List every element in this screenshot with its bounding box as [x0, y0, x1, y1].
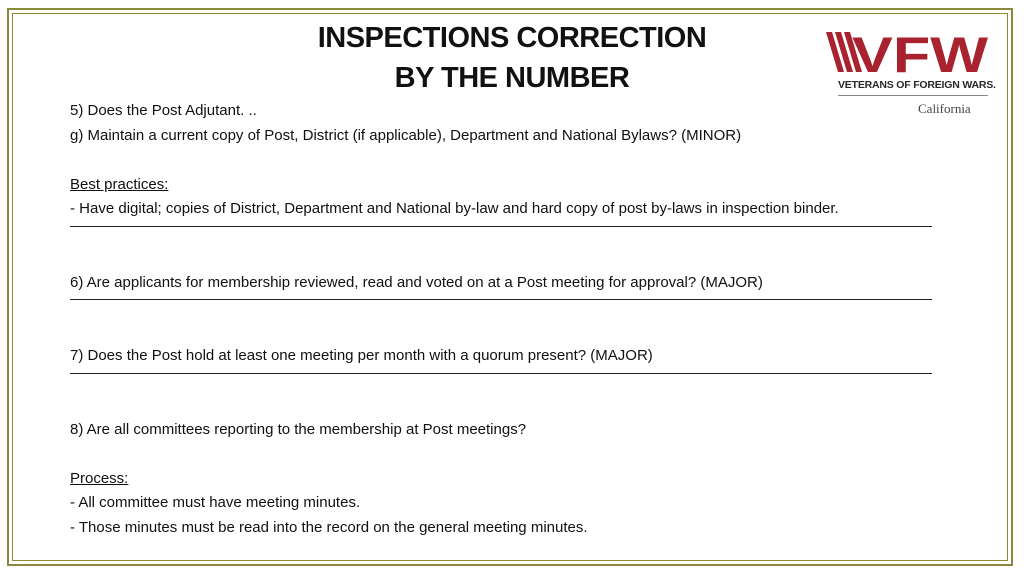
- vfw-subtitle: VETERANS OF FOREIGN WARS.: [838, 79, 996, 91]
- question-6: 6) Are applicants for membership reviewed, read and voted on at a Post meeting for approval? (MAJOR): [70, 273, 763, 291]
- section-divider: [70, 299, 932, 300]
- process-item: - All committee must have meeting minutes.: [70, 494, 361, 511]
- question-5-heading: 5) Does the Post Adjutant. ..: [70, 102, 257, 119]
- section-divider: [70, 226, 932, 227]
- spacer: [70, 442, 950, 467]
- section-divider: [70, 373, 932, 374]
- slide-title: [250, 18, 774, 98]
- question-7: 7) Does the Post hold at least one meeting per month with a quorum present? (MAJOR): [70, 347, 653, 364]
- slide-body: [70, 99, 950, 540]
- best-practices-item: - Have digital; copies of District, Department and National by-law and hard copy of post by-laws in inspection binder.: [70, 200, 839, 217]
- title-line-2: BY THE NUMBER: [394, 62, 630, 94]
- vfw-wordmark-text: VFW: [852, 28, 989, 76]
- vfw-state-name: California: [918, 101, 971, 116]
- process-label: Process:: [70, 469, 129, 487]
- question-5g: g) Maintain a current copy of Post, District (if applicable), Department and National Bylaws? (MINOR): [70, 126, 742, 144]
- question-8: 8) Are all committees reporting to the membership at Post meetings?: [70, 420, 527, 438]
- best-practices-label: Best practices:: [70, 175, 169, 193]
- vfw-wordmark-icon: [822, 28, 990, 76]
- spacer: [70, 148, 950, 173]
- process-item: - Those minutes must be read into the record on the general meeting minutes.: [70, 518, 588, 536]
- title-line-1: INSPECTIONS CORRECTION: [317, 22, 707, 54]
- logo-divider: [838, 95, 988, 96]
